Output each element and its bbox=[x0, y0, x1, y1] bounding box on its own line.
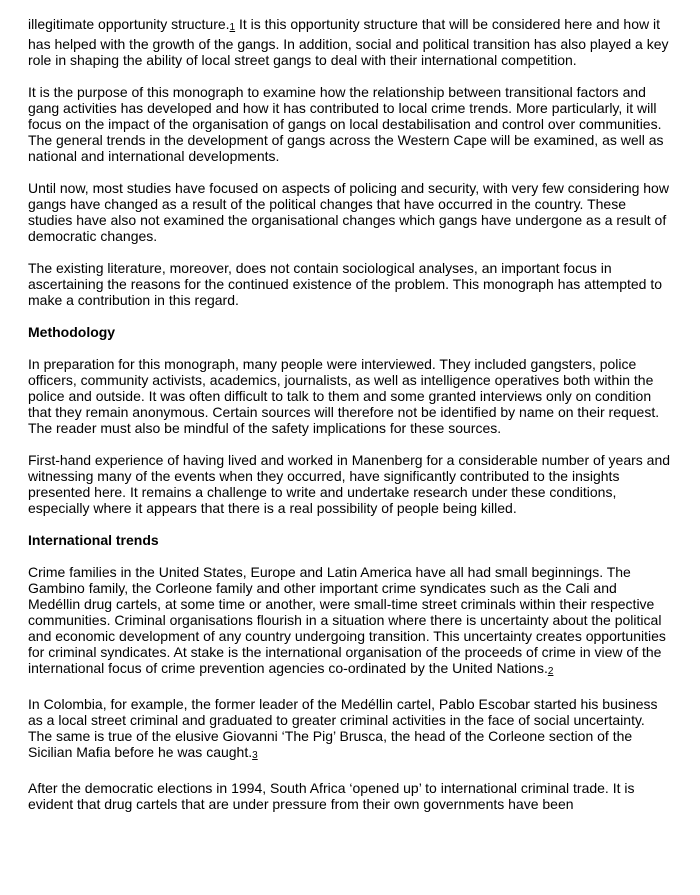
section-heading-methodology: Methodology bbox=[28, 324, 116, 340]
paragraph-opportunity-structure bbox=[28, 16, 672, 68]
paragraph-crime-families bbox=[28, 564, 672, 680]
paragraph-existing-literature: The existing literature, moreover, does not contain sociological analyses, an important focus in ascertaining the reasons for the continued existence of the problem. This monograph has attempted to make a contribution in this regard. bbox=[28, 260, 663, 308]
paragraph-text: illegitimate opportunity structure. bbox=[28, 16, 230, 32]
paragraph-text: Crime families in the United States, Europe and Latin America have all had small beginnings. The Gambino family, the Corleone family and other important crime syndicates such as the Cali and Medéllin drug cartels, at some time or another, were small-time street criminals within their respective communities. Criminal organisations flourish in a situation where there is uncertainty about the political and economic development of any country undergoing transition. This uncertainty creates opportunities for criminal syndicates. At stake is the international organisation of the proceeds of crime in view of the international focus of crime prevention agencies co-ordinated by the United Nations. bbox=[28, 564, 666, 676]
footnote-link-1[interactable]: 1 bbox=[229, 22, 236, 33]
paragraph-democratic-elections: After the democratic elections in 1994, South Africa ‘opened up’ to international criminal trade. It is evident that drug cartels that are under pressure from their own governments have been bbox=[28, 780, 635, 812]
paragraph-first-hand-experience: First-hand experience of having lived and worked in Manenberg for a considerable number of years and witnessing many of the events when they occurred, have significantly contributed to the insights presented here. It remains a challenge to write and undertake research under these conditions, especially where it appears that there is a real possibility of people being killed. bbox=[28, 452, 671, 516]
paragraph-prior-studies: Until now, most studies have focused on aspects of policing and security, with very few considering how gangs have changed as a result of the political changes that have occurred in the country. These studies have also not examined the organisational changes which gangs have undergone as a result of democratic changes. bbox=[28, 180, 669, 244]
paragraph-text-continued: It is this opportunity structure that will be considered here and how it has helped with the growth of the gangs. In addition, social and political transition has also played a key role in shaping the ability of local street gangs to deal with their international competition. bbox=[28, 16, 669, 68]
paragraph-purpose: It is the purpose of this monograph to examine how the relationship between transitional factors and gang activities has developed and how it has contributed to local crime trends. More particularly, it will focus on the impact of the organisation of gangs on local destabilisation and control over communities. The general trends in the development of gangs across the Western Cape will be examined, as well as national and international developments. bbox=[28, 84, 664, 164]
footnote-link-3[interactable]: 3 bbox=[252, 750, 258, 761]
paragraph-text: In Colombia, for example, the former leader of the Medéllin cartel, Pablo Escobar started his business as a local street criminal and graduated to greater criminal activities in the face of social uncertainty. The same is true of the elusive Giovanni ‘The Pig’ Brusca, the head of the Corleone section of the Sicilian Mafia before he was caught. bbox=[28, 696, 658, 760]
footnote-link-2[interactable]: 2 bbox=[547, 666, 554, 677]
paragraph-colombia bbox=[28, 696, 672, 764]
paragraph-interviews: In preparation for this monograph, many people were interviewed. They included gangsters, police officers, community activists, academics, journalists, as well as intelligence operatives both within the police and outside. It was often difficult to talk to them and some granted interviews only on condition that they remain anonymous. Certain sources will therefore not be identified by name on their request. The reader must also be mindful of the safety implications for these sources. bbox=[28, 356, 660, 436]
section-heading-international-trends: International trends bbox=[28, 532, 159, 548]
